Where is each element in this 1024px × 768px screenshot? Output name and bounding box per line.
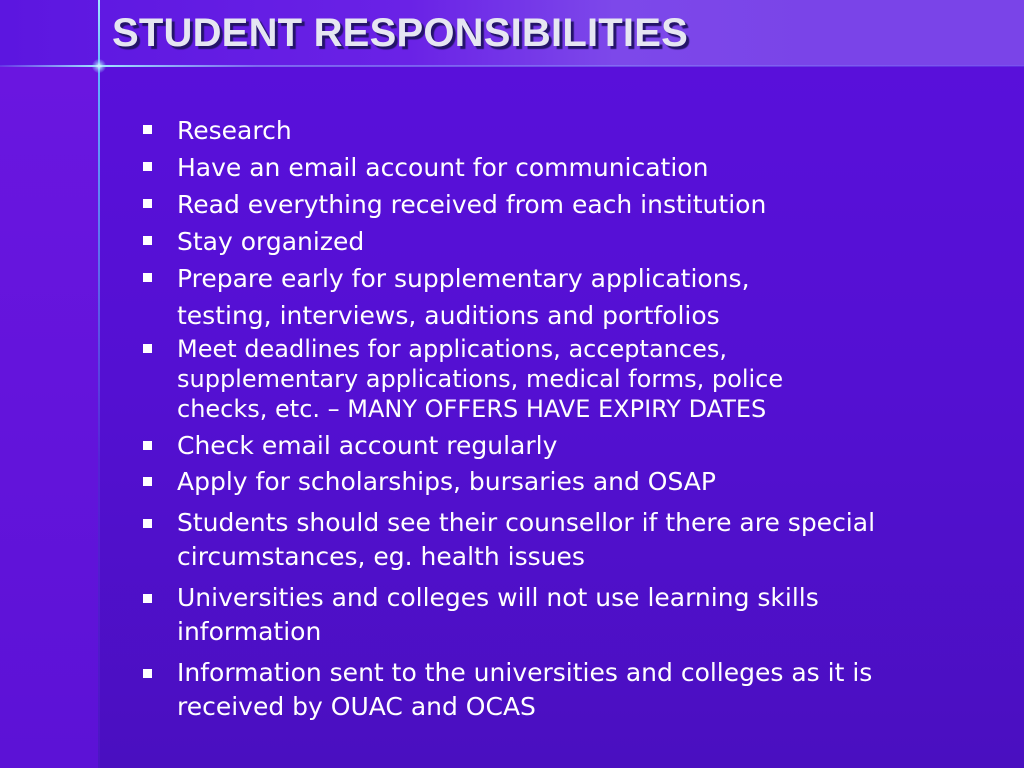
bullet-text: Information sent to the universities and colleges as it is received by OUAC and OCAS — [177, 658, 873, 721]
horizontal-accent-line — [0, 65, 1024, 67]
square-bullet-icon — [143, 273, 152, 282]
list-item — [140, 223, 960, 260]
vertical-accent-line — [98, 0, 100, 768]
square-bullet-icon — [143, 441, 152, 450]
square-bullet-icon — [143, 199, 152, 208]
slide-title: STUDENT RESPONSIBILITIES — [112, 11, 688, 55]
bullet-text: Students should see their counsellor if there are special circumstances, eg. health issues — [177, 508, 876, 571]
bullet-text: Universities and colleges will not use learning skills information — [177, 583, 819, 646]
list-item — [140, 260, 960, 334]
list-item — [140, 149, 960, 186]
list-item — [140, 506, 960, 574]
bullet-text: Apply for scholarships, bursaries and OSAP — [177, 467, 716, 496]
list-item — [140, 581, 960, 649]
bullet-list — [140, 112, 960, 724]
square-bullet-icon — [143, 125, 152, 134]
list-item — [140, 464, 960, 499]
bullet-text: Check email account regularly — [177, 431, 558, 460]
square-bullet-icon — [143, 477, 152, 486]
list-item — [140, 334, 960, 424]
list-item — [140, 428, 960, 463]
bullet-text: Read everything received from each institution — [177, 190, 767, 219]
bullet-text: Research — [177, 116, 292, 145]
sparkle-icon — [92, 59, 106, 73]
square-bullet-icon — [143, 344, 152, 353]
square-bullet-icon — [143, 236, 152, 245]
bullet-text: Stay organized — [177, 227, 365, 256]
bullet-text: Prepare early for supplementary applications, testing, interviews, auditions and portfolios — [177, 264, 750, 330]
square-bullet-icon — [143, 162, 152, 171]
list-item — [140, 186, 960, 223]
left-decorative-strip — [0, 66, 98, 768]
bullet-text: Have an email account for communication — [177, 153, 709, 182]
list-item — [140, 656, 960, 724]
bullet-text: Meet deadlines for applications, acceptances, supplementary applications, medical forms, police checks, etc. – MANY OFFERS HAVE EXPIRY DATES — [177, 335, 784, 423]
list-item — [140, 112, 960, 149]
square-bullet-icon — [143, 594, 152, 603]
square-bullet-icon — [143, 519, 152, 528]
square-bullet-icon — [143, 669, 152, 678]
